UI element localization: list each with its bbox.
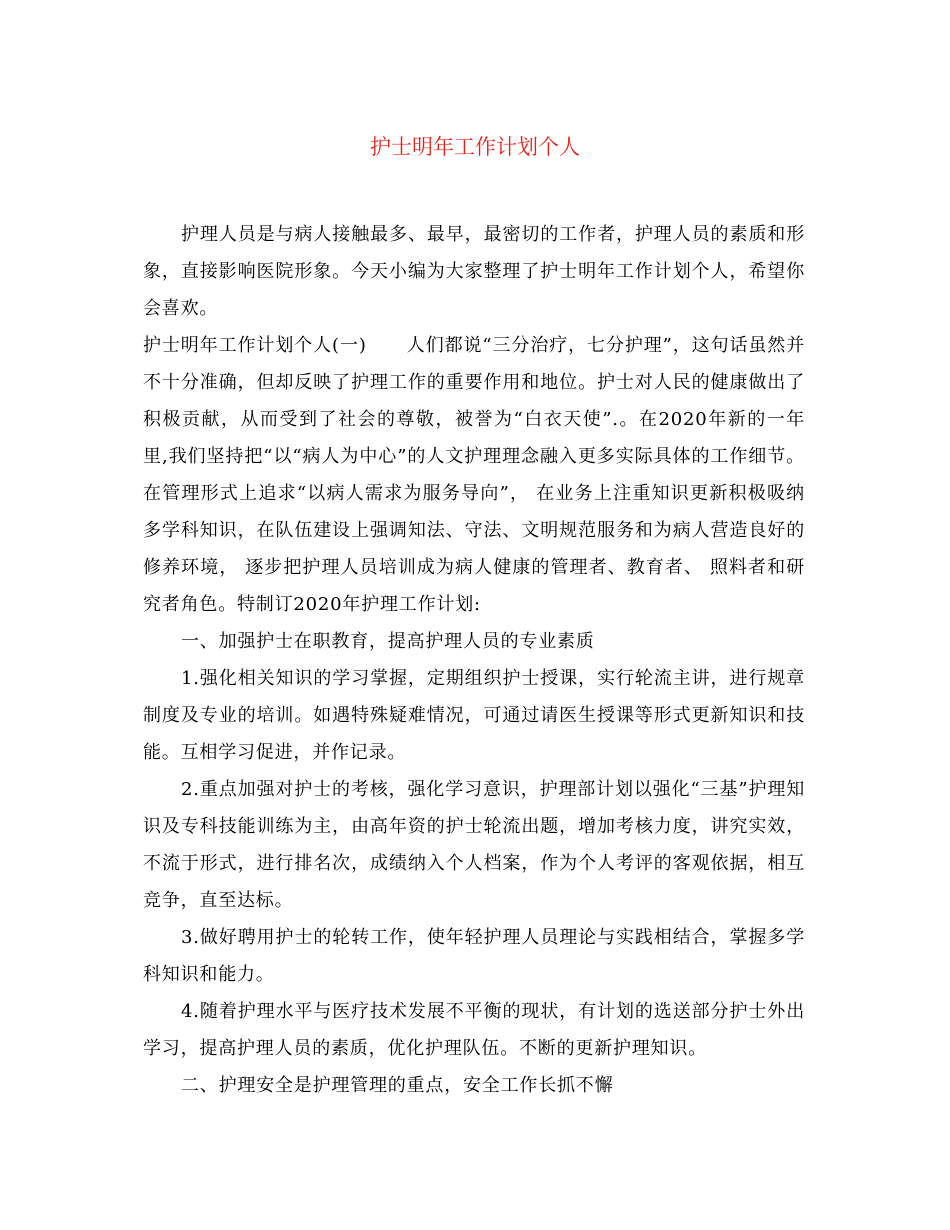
section-paragraph	[143, 327, 805, 623]
section-heading: 护士明年工作计划个人(一)	[143, 335, 367, 356]
list-item-1: 1.强化相关知识的学习掌握，定期组织护士授课，实行轮流主讲，进行规章制度及专业的培训。如遇特殊疑难情况，可通过请医生授课等形式更新知识和技能。互相学习促进，并作记录。	[143, 668, 805, 763]
section-body: 人们都说“三分治疗，七分护理”，这句话虽然并不十分准确，但却反映了护理工作的重要作用和地位。护士对人民的健康做出了积极贡献，从而受到了社会的尊敬，被誉为“白衣天使”.。在2020年新的一年里,我们坚持把“以“病人为中心”的人文护理理念融入更多实际具体的工作细节。在管理形式上追求“以病人需求为服务导向”， 在业务上注重知识更新积极吸纳多学科知识，在队伍建设上强调知法、守法、文明规范服务和为病人营造良好的修养环境， 逐步把护理人员培训成为病人健康的管理者、教育者、 照料者和研究者角色。特制订2020年护理工作计划:	[143, 335, 805, 615]
list-item-2: 2.重点加强对护士的考核，强化学习意识，护理部计划以强化“三基”护理知识及专科技能训练为主，由高年资的护士轮流出题，增加考核力度，讲究实效，不流于形式，进行排名次，成绩纳入个人档案，作为个人考评的客观依据，相互竞争，直至达标。	[143, 779, 805, 911]
list-item-4: 4.随着护理水平与医疗技术发展不平衡的现状，有计划的选送部分护士外出学习，提高护理人员的素质，优化护理队伍。不断的更新护理知识。	[143, 1001, 805, 1059]
document-title: 护士明年工作计划个人	[370, 135, 580, 159]
intro-paragraph: 护理人员是与病人接触最多、最早，最密切的工作者，护理人员的素质和形象，直接影响医院形象。今天小编为大家整理了护士明年工作计划个人，希望你会喜欢。	[143, 224, 805, 319]
document-body	[143, 216, 805, 1104]
list-item-3: 3.做好聘用护士的轮转工作，使年轻护理人员理论与实践相结合，掌握多学科知识和能力。	[143, 927, 805, 985]
heading-2: 二、护理安全是护理管理的重点，安全工作长抓不懈	[181, 1075, 614, 1096]
heading-1: 一、加强护士在职教育，提高护理人员的专业素质	[181, 631, 595, 652]
